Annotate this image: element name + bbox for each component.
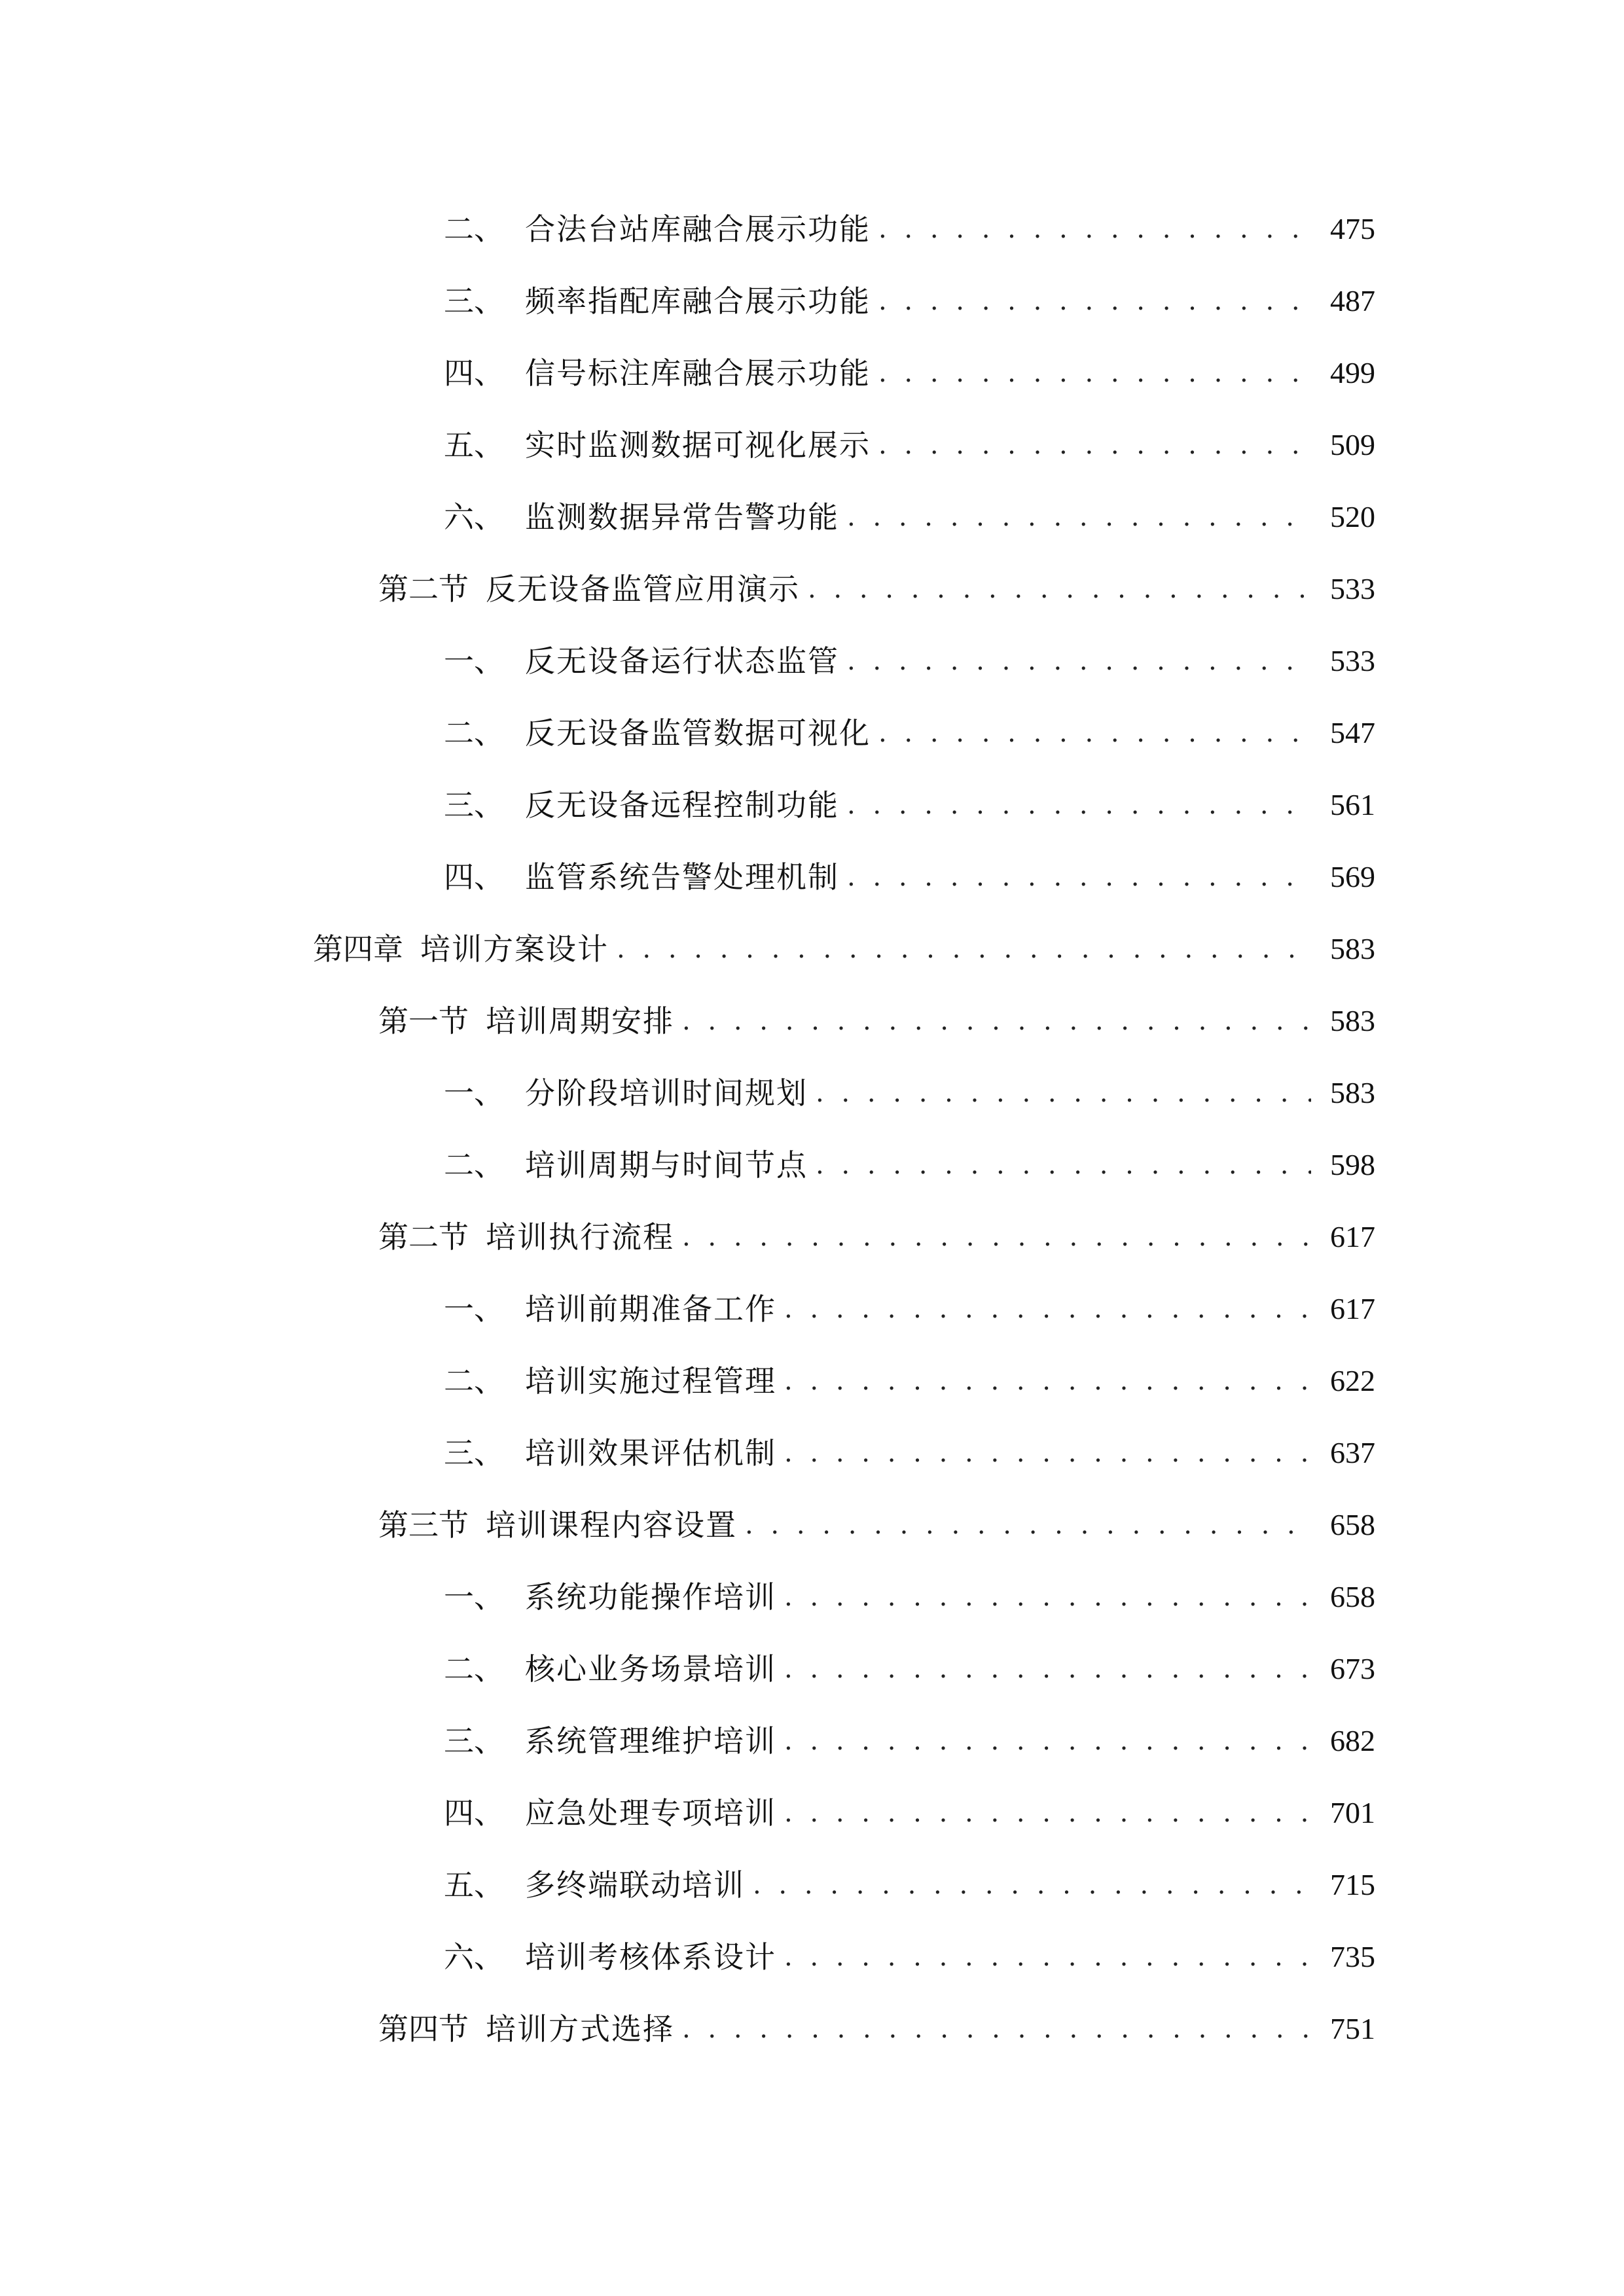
toc-entry-title: 系统管理维护培训 <box>525 1723 776 1759</box>
dot-leader <box>784 1427 1311 1479</box>
dot-leader <box>784 1715 1311 1767</box>
toc-entry-title: 反无设备运行状态监管 <box>525 643 839 679</box>
toc-entry-number: 二、 <box>444 715 504 751</box>
dot-leader <box>847 779 1311 831</box>
toc-entry-page: 735 <box>1330 1940 1375 1973</box>
toc-entry-number: 四、 <box>444 355 504 391</box>
dot-leader <box>816 1067 1311 1119</box>
toc-entry <box>0 1427 1624 1479</box>
toc-entry-number: 四、 <box>444 1795 504 1831</box>
toc-entry <box>0 779 1624 831</box>
toc-section-entry <box>0 995 1624 1047</box>
dot-leader <box>784 1931 1311 1983</box>
toc-entry-number: 二、 <box>444 211 504 247</box>
dot-leader <box>847 491 1311 543</box>
toc-entry-page: 751 <box>1330 2012 1375 2045</box>
toc-entry-page: 547 <box>1330 716 1375 749</box>
dot-leader <box>682 1211 1311 1263</box>
toc-entry-title: 反无设备监管应用演示 <box>486 571 800 607</box>
toc-chapter-entry <box>0 923 1624 975</box>
toc-entry-page: 487 <box>1330 284 1375 317</box>
toc-entry-page: 701 <box>1330 1796 1375 1829</box>
toc-entry-title: 反无设备监管数据可视化 <box>525 715 871 751</box>
toc-entry <box>0 1355 1624 1407</box>
dot-leader <box>847 851 1311 903</box>
toc-entry-number: 五、 <box>444 427 504 463</box>
toc-entry-title: 培训考核体系设计 <box>525 1939 776 1975</box>
toc-section-entry <box>0 2003 1624 2055</box>
toc-entry-number: 二、 <box>444 1651 504 1687</box>
toc-entry-page: 533 <box>1330 644 1375 677</box>
dot-leader <box>617 923 1311 975</box>
toc-entry-page: 583 <box>1330 1004 1375 1037</box>
toc-entry <box>0 1139 1624 1191</box>
toc-entry-title: 培训前期准备工作 <box>525 1291 776 1327</box>
toc-entry <box>0 1931 1624 1983</box>
toc-entry-title: 合法台站库融合展示功能 <box>525 211 871 247</box>
toc-entry-title: 培训执行流程 <box>486 1219 674 1255</box>
dot-leader <box>878 419 1311 471</box>
toc-entry-title: 系统功能操作培训 <box>525 1579 776 1615</box>
toc-entry-number: 第四章 <box>313 931 403 967</box>
toc-entry-number: 三、 <box>444 1723 504 1759</box>
toc-entry <box>0 851 1624 903</box>
toc-entry-page: 673 <box>1330 1652 1375 1685</box>
toc-section-entry <box>0 1499 1624 1551</box>
toc-entry-number: 第三节 <box>378 1507 469 1543</box>
toc-entry-page: 658 <box>1330 1580 1375 1613</box>
toc-entry-title: 监测数据异常告警功能 <box>525 499 839 535</box>
toc-entry <box>0 1283 1624 1335</box>
toc-entry <box>0 1787 1624 1839</box>
toc-entry-title: 核心业务场景培训 <box>525 1651 776 1687</box>
dot-leader <box>753 1859 1311 1911</box>
toc-entry-title: 监管系统告警处理机制 <box>525 859 839 895</box>
toc-entry-number: 六、 <box>444 499 504 535</box>
dot-leader <box>784 1787 1311 1839</box>
toc-entry <box>0 1859 1624 1911</box>
toc-entry-page: 520 <box>1330 500 1375 533</box>
dot-leader <box>847 635 1311 687</box>
toc-entry <box>0 203 1624 255</box>
toc-section-entry <box>0 1211 1624 1263</box>
toc-entry-page: 561 <box>1330 788 1375 821</box>
toc-entry <box>0 1715 1624 1767</box>
toc-entry-title: 培训效果评估机制 <box>525 1435 776 1471</box>
toc-entry <box>0 491 1624 543</box>
toc-entry-title: 培训周期与时间节点 <box>525 1147 808 1183</box>
dot-leader <box>784 1571 1311 1623</box>
toc-entry-page: 569 <box>1330 860 1375 893</box>
dot-leader <box>784 1355 1311 1407</box>
toc-entry <box>0 707 1624 759</box>
toc-entry-title: 培训方案设计 <box>420 931 609 967</box>
dot-leader <box>878 347 1311 399</box>
toc-entry-title: 应急处理专项培训 <box>525 1795 776 1831</box>
dot-leader <box>682 995 1311 1047</box>
toc-entry-number: 第二节 <box>378 1219 469 1255</box>
toc-entry-title: 信号标注库融合展示功能 <box>525 355 871 391</box>
toc-entry-number: 三、 <box>444 787 504 823</box>
dot-leader <box>878 203 1311 255</box>
toc-entry <box>0 1067 1624 1119</box>
toc-entry-number: 一、 <box>444 1579 504 1615</box>
toc-entry-page: 715 <box>1330 1868 1375 1901</box>
toc-entry-number: 一、 <box>444 1291 504 1327</box>
toc-entry-number: 第一节 <box>378 1003 469 1039</box>
toc-entry <box>0 347 1624 399</box>
toc-entry-number: 二、 <box>444 1147 504 1183</box>
dot-leader <box>784 1283 1311 1335</box>
toc-entry-title: 培训课程内容设置 <box>486 1507 737 1543</box>
toc-entry-title: 培训周期安排 <box>486 1003 674 1039</box>
toc-entry-title: 分阶段培训时间规划 <box>525 1075 808 1111</box>
toc-entry-number: 一、 <box>444 1075 504 1111</box>
toc-entry-page: 583 <box>1330 1076 1375 1109</box>
toc-entry <box>0 635 1624 687</box>
toc-entry-title: 培训方式选择 <box>486 2011 674 2047</box>
toc-entry <box>0 1643 1624 1695</box>
toc-entry-title: 实时监测数据可视化展示 <box>525 427 871 463</box>
dot-leader <box>878 707 1311 759</box>
dot-leader <box>682 2003 1311 2055</box>
toc-entry-page: 499 <box>1330 356 1375 389</box>
dot-leader <box>878 275 1311 327</box>
dot-leader <box>816 1139 1311 1191</box>
toc-entry-number: 三、 <box>444 1435 504 1471</box>
toc-entry-page: 617 <box>1330 1220 1375 1253</box>
toc-entry-number: 第二节 <box>378 571 469 607</box>
toc-entry-title: 反无设备远程控制功能 <box>525 787 839 823</box>
toc-entry-page: 617 <box>1330 1292 1375 1325</box>
toc-entry-page: 509 <box>1330 428 1375 461</box>
toc-entry-page: 682 <box>1330 1724 1375 1757</box>
toc-entry-page: 533 <box>1330 572 1375 605</box>
toc-entry-number: 四、 <box>444 859 504 895</box>
toc-entry-page: 637 <box>1330 1436 1375 1469</box>
toc-entry-title: 多终端联动培训 <box>525 1867 745 1903</box>
toc-entry-page: 622 <box>1330 1364 1375 1397</box>
toc-entry-page: 598 <box>1330 1148 1375 1181</box>
dot-leader <box>808 563 1311 615</box>
toc-entry-number: 一、 <box>444 643 504 679</box>
toc-entry-page: 658 <box>1330 1508 1375 1541</box>
dot-leader <box>745 1499 1311 1551</box>
toc-entry <box>0 275 1624 327</box>
toc-entry <box>0 1571 1624 1623</box>
toc-entry-number: 五、 <box>444 1867 504 1903</box>
toc-entry-number: 第四节 <box>378 2011 469 2047</box>
toc-entry-title: 培训实施过程管理 <box>525 1363 776 1399</box>
dot-leader <box>784 1643 1311 1695</box>
toc-entry-number: 六、 <box>444 1939 504 1975</box>
toc-section-entry <box>0 563 1624 615</box>
toc-entry-page: 475 <box>1330 212 1375 245</box>
toc-entry-number: 二、 <box>444 1363 504 1399</box>
toc-entry <box>0 419 1624 471</box>
toc-entry-title: 频率指配库融合展示功能 <box>525 283 871 319</box>
toc-entry-number: 三、 <box>444 283 504 319</box>
toc-entry-page: 583 <box>1330 932 1375 965</box>
